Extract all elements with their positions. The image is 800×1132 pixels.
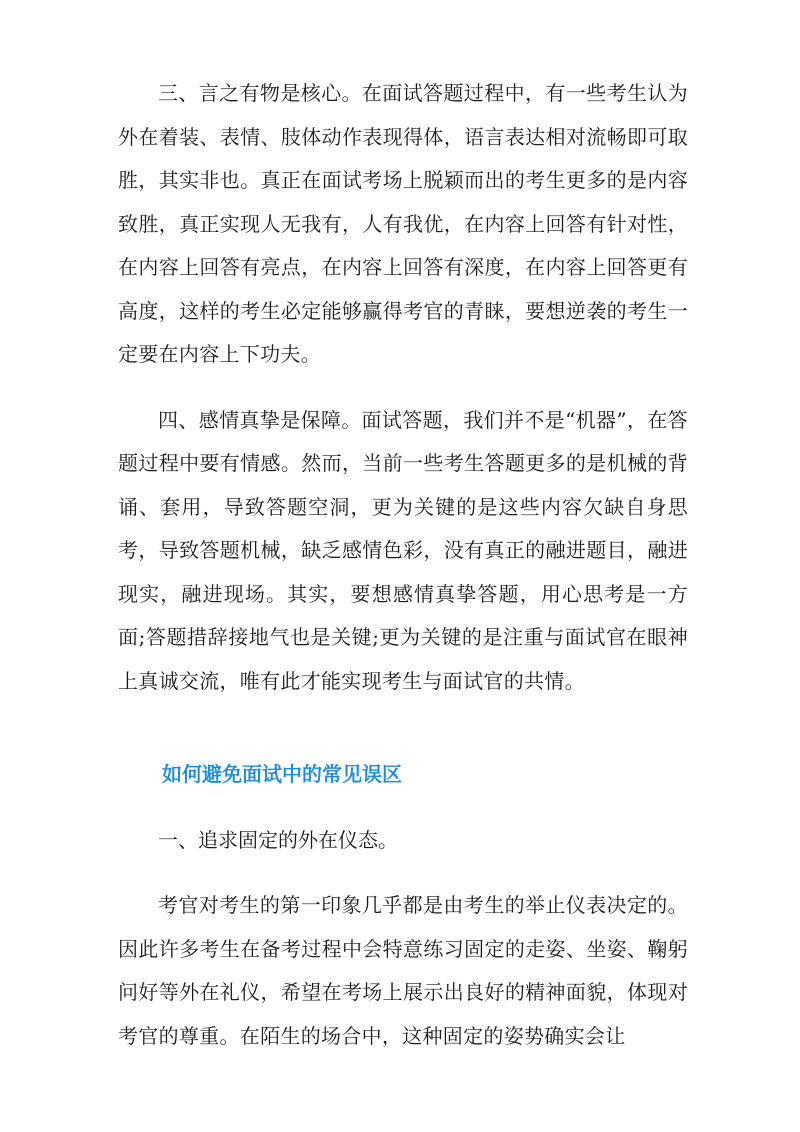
section-heading: 如何避免面试中的常见误区 [162, 762, 402, 786]
paragraph-first-impression: 考官对考生的第一印象几乎都是由考生的举止仪表决定的。因此许多考生在备考过程中会特意练习固定的走姿、坐姿、鞠躬问好等外在礼仪，希望在考场上展示出良好的精神面貌，体现对考官的尊重。在陌生的场合中，这种固定的姿势确实会让 [118, 893, 688, 1048]
paragraph-sincere-emotion: 四、感情真挚是保障。面试答题，我们并不是“机器”，在答题过程中要有情感。然而，当前一些考生答题更多的是机械的背诵、套用，导致答题空洞，更为关键的是这些内容欠缺自身思考，导致答题机械，缺乏感情色彩，没有真正的融进题目，融进现实，融进现场。其实，要想感情真挚答题，用心思考是一方面;答题措辞接地气也是关键;更为关键的是注重与面试官在眼神上真诚交流，唯有此才能实现考生与面试官的共情。 [118, 407, 688, 693]
section-spacer [118, 703, 688, 753]
document-page [118, 72, 688, 1058]
paragraph-core-content: 三、言之有物是核心。在面试答题过程中，有一些考生认为外在着装、表情、肢体动作表现得体，语言表达相对流畅即可取胜，其实非也。真正在面试考场上脱颖而出的考生更多的是内容致胜，真正实现人无我有，人有我优，在内容上回答有针对性，在内容上回答有亮点，在内容上回答有深度，在内容上回答更有高度，这样的考生必定能够赢得考官的青睐，要想逆袭的考生一定要在内容上下功夫。 [118, 81, 688, 366]
list-item-fixed-posture: 一、追求固定的外在仪态。 [158, 827, 398, 852]
